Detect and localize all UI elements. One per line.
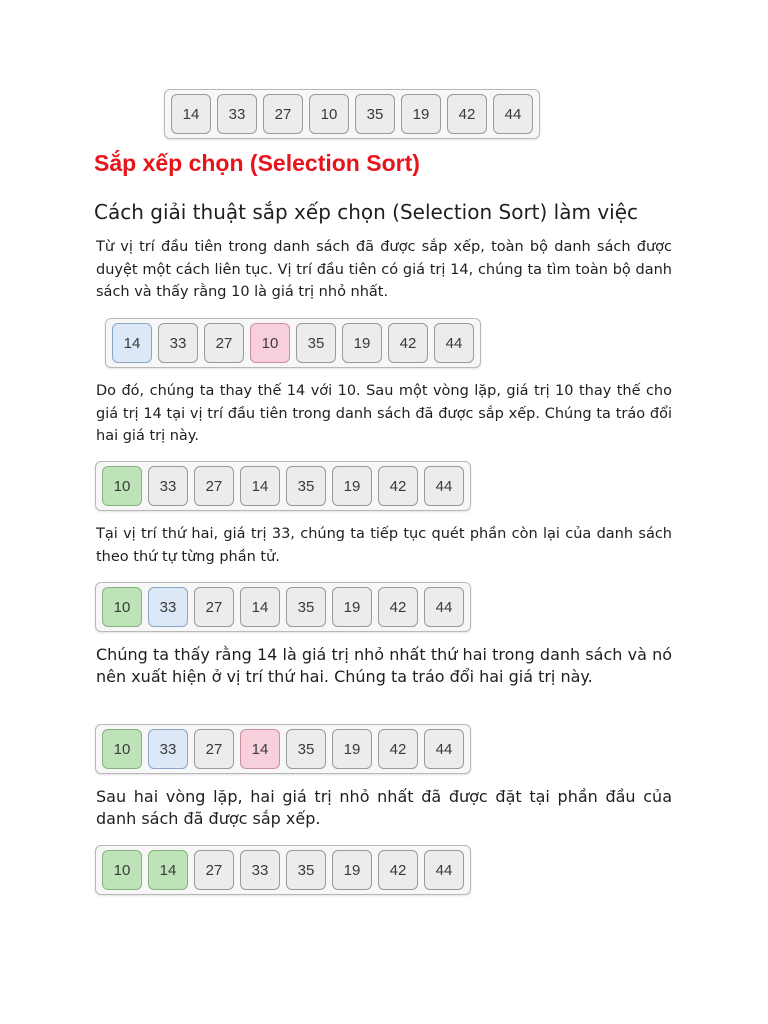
paragraph-3: Tại vị trí thứ hai, giá trị 33, chúng ta tiếp tục quét phần còn lại của danh sách theo thứ tự từng phần tử. — [96, 526, 672, 565]
array-cell: 35 — [286, 850, 326, 890]
array-cell: 42 — [447, 94, 487, 134]
array-cell: 19 — [332, 850, 372, 890]
array-cell: 27 — [194, 850, 234, 890]
array-cell: 19 — [342, 323, 382, 363]
array-cell: 10 — [250, 323, 290, 363]
array-cell: 42 — [388, 323, 428, 363]
array-cell: 19 — [332, 466, 372, 506]
page-title: Sắp xếp chọn (Selection Sort) — [94, 150, 420, 176]
array-cell: 14 — [148, 850, 188, 890]
array-cell: 19 — [332, 729, 372, 769]
array-cell: 44 — [424, 587, 464, 627]
array-diagram-step1 — [105, 318, 481, 368]
array-cell: 19 — [401, 94, 441, 134]
array-cell: 14 — [240, 466, 280, 506]
array-cell: 35 — [286, 466, 326, 506]
array-cell: 42 — [378, 729, 418, 769]
array-diagram-step2 — [95, 461, 471, 511]
array-cell: 27 — [194, 466, 234, 506]
array-cell: 44 — [424, 466, 464, 506]
array-diagram-initial — [164, 89, 540, 139]
array-cell: 14 — [240, 587, 280, 627]
array-cell: 44 — [493, 94, 533, 134]
array-cell: 35 — [296, 323, 336, 363]
array-cell: 42 — [378, 850, 418, 890]
array-cell: 27 — [194, 729, 234, 769]
array-cell: 44 — [424, 729, 464, 769]
array-cell: 10 — [102, 466, 142, 506]
array-cell: 27 — [194, 587, 234, 627]
array-cell: 33 — [148, 466, 188, 506]
array-cell: 14 — [171, 94, 211, 134]
paragraph-4: Chúng ta thấy rằng 14 là giá trị nhỏ nhất thứ hai trong danh sách và nó nên xuất hiện ở vị trí thứ hai. Chúng ta tráo đổi hai giá trị này. — [96, 645, 672, 686]
array-cell: 10 — [102, 850, 142, 890]
array-cell: 33 — [148, 587, 188, 627]
paragraph-2: Do đó, chúng ta thay thế 14 với 10. Sau một vòng lặp, giá trị 10 thay thế cho giá trị 14 tại vị trí đầu tiên trong danh sách đã được sắp xếp. Chúng ta tráo đổi hai giá trị này. — [96, 383, 672, 444]
array-cell: 44 — [424, 850, 464, 890]
array-cell: 27 — [204, 323, 244, 363]
array-diagram-step4 — [95, 724, 471, 774]
array-cell: 33 — [217, 94, 257, 134]
array-diagram-step3 — [95, 582, 471, 632]
array-cell: 33 — [148, 729, 188, 769]
array-cell: 35 — [355, 94, 395, 134]
array-cell: 35 — [286, 587, 326, 627]
array-cell: 10 — [309, 94, 349, 134]
array-cell: 19 — [332, 587, 372, 627]
array-cell: 27 — [263, 94, 303, 134]
array-cell: 33 — [158, 323, 198, 363]
array-cell: 42 — [378, 466, 418, 506]
array-cell: 33 — [240, 850, 280, 890]
array-cell: 44 — [434, 323, 474, 363]
array-cell: 14 — [240, 729, 280, 769]
array-cell: 42 — [378, 587, 418, 627]
section-subtitle: Cách giải thuật sắp xếp chọn (Selection Sort) làm việc — [94, 200, 639, 224]
paragraph-1: Từ vị trí đầu tiên trong danh sách đã được sắp xếp, toàn bộ danh sách được duyệt một cách liên tục. Vị trí đầu tiên có giá trị 14, chúng ta tìm toàn bộ danh sách và thấy rằng 10 là giá trị nhỏ nhất. — [96, 239, 672, 300]
array-diagram-step5 — [95, 845, 471, 895]
array-cell: 35 — [286, 729, 326, 769]
array-cell: 14 — [112, 323, 152, 363]
array-cell: 10 — [102, 587, 142, 627]
paragraph-5: Sau hai vòng lặp, hai giá trị nhỏ nhất đã được đặt tại phần đầu của danh sách đã được sắp xếp. — [96, 787, 672, 828]
array-cell: 10 — [102, 729, 142, 769]
